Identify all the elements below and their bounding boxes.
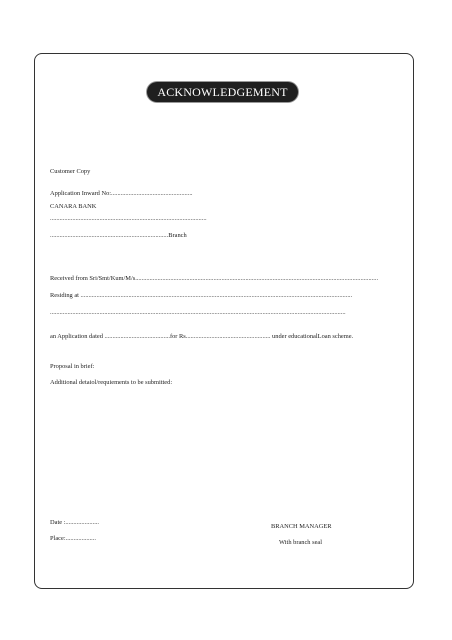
branch-seal-label: With branch seal — [279, 539, 323, 546]
branch-manager-label: BRANCH MANAGER — [271, 523, 332, 530]
place-field: Place:................... — [50, 535, 96, 542]
residing-at-line: Residing at .......................................................................................................................................................................... — [50, 292, 353, 299]
application-inward-no: Application Inward No:................................................... — [50, 190, 193, 197]
form-title: ACKNOWLEDGEMENT — [147, 82, 298, 102]
application-dated-line: an Application dated .........................................for Rs..................................................... under educationalLoan scheme. — [50, 333, 354, 340]
proposal-label: Proposal in brief: — [50, 363, 95, 370]
received-from-line: Received from Sri/Smt/Kum/M/s........................................................................................................................................................ — [50, 275, 379, 282]
bank-name: CANARA BANK — [50, 203, 97, 210]
form-border — [34, 53, 414, 589]
customer-copy-label: Customer Copy — [50, 168, 91, 175]
date-field: Date :..................... — [50, 519, 99, 526]
additional-details-label: Additional detaiol/requiements to be submitted: — [50, 379, 173, 386]
bank-address-line: .................................................................................................. — [50, 215, 207, 222]
blank-address-line: ......................................................................................................................................................................................... — [50, 309, 346, 316]
branch-line: ..........................................................................Branch — [50, 232, 187, 239]
